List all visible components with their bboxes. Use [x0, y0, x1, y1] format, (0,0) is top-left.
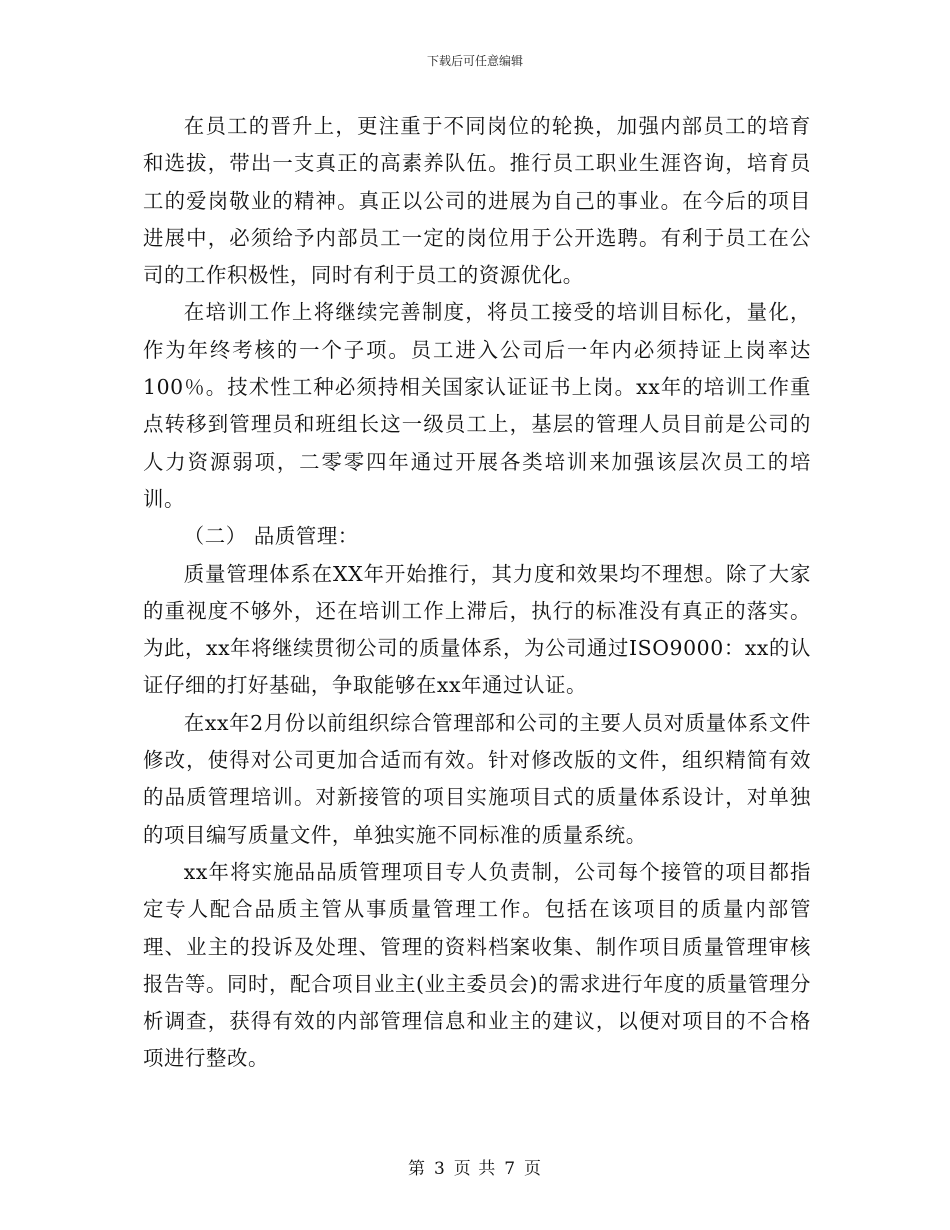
paragraph-promotion: 在员工的晋升上，更注重于不同岗位的轮换，加强内部员工的培育和选拔，带出一支真正的高素养队伍。推行员工职业生涯咨询，培育员工的爱岗敬业的精神。真正以公司的进展为自己的事业。在今后的项目进展中，必须给予内部员工一定的岗位用于公开选聘。有利于员工在公司的工作积极性，同时有利于员工的资源优化。	[143, 114, 811, 288]
page-label-middle: 页 共	[453, 1159, 497, 1179]
paragraph-project-responsibility: xx年将实施品品质管理项目专人负责制，公司每个接管的项目都指定专人配合品质主管从事质量管理工作。包括在该项目的质量内部管理、业主的投诉及处理、管理的资料档案收集、制作项目质量管理审核报告等。同时，配合项目业主(业主委员会)的需求进行年度的质量管理分析调查，获得有效的内部管理信息和业主的建议，以便对项目的不合格项进行整改。	[143, 859, 811, 1071]
page-label-suffix: 页	[524, 1159, 543, 1179]
page-header-note: 下载后可任意编辑	[426, 54, 523, 68]
current-page-number: 3	[433, 1159, 446, 1179]
total-pages-number: 7	[504, 1159, 517, 1179]
paragraph-quality-system: 质量管理体系在XX年开始推行，其力度和效果均不理想。除了大家的重视度不够外，还在培训工作上滞后，执行的标准没有真正的落实。为此，xx年将继续贯彻公司的质量体系，为公司通过ISO9000：xx的认证仔细的打好基础，争取能够在xx年通过认证。	[143, 561, 811, 698]
page-label-prefix: 第	[407, 1159, 426, 1179]
paragraph-document-revision: 在xx年2月份以前组织综合管理部和公司的主要人员对质量体系文件修改，使得对公司更加合适而有效。针对修改版的文件，组织精简有效的品质管理培训。对新接管的项目实施项目式的质量体系设计，对单独的项目编写质量文件，单独实施不同标准的质量系统。	[143, 710, 811, 847]
paragraph-training: 在培训工作上将继续完善制度，将员工接受的培训目标化，量化，作为年终考核的一个子项。员工进入公司后一年内必须持证上岗率达100％。技术性工种必须持相关国家认证证书上岗。xx年的培训工作重点转移到管理员和班组长这一级员工上，基层的管理人员目前是公司的人力资源弱项，二零零四年通过开展各类培训来加强该层次员工的培训。	[143, 300, 811, 511]
document-body	[143, 108, 811, 1078]
page-number-footer	[0, 1154, 950, 1179]
section-heading-quality: （二） 品质管理：	[183, 524, 359, 549]
